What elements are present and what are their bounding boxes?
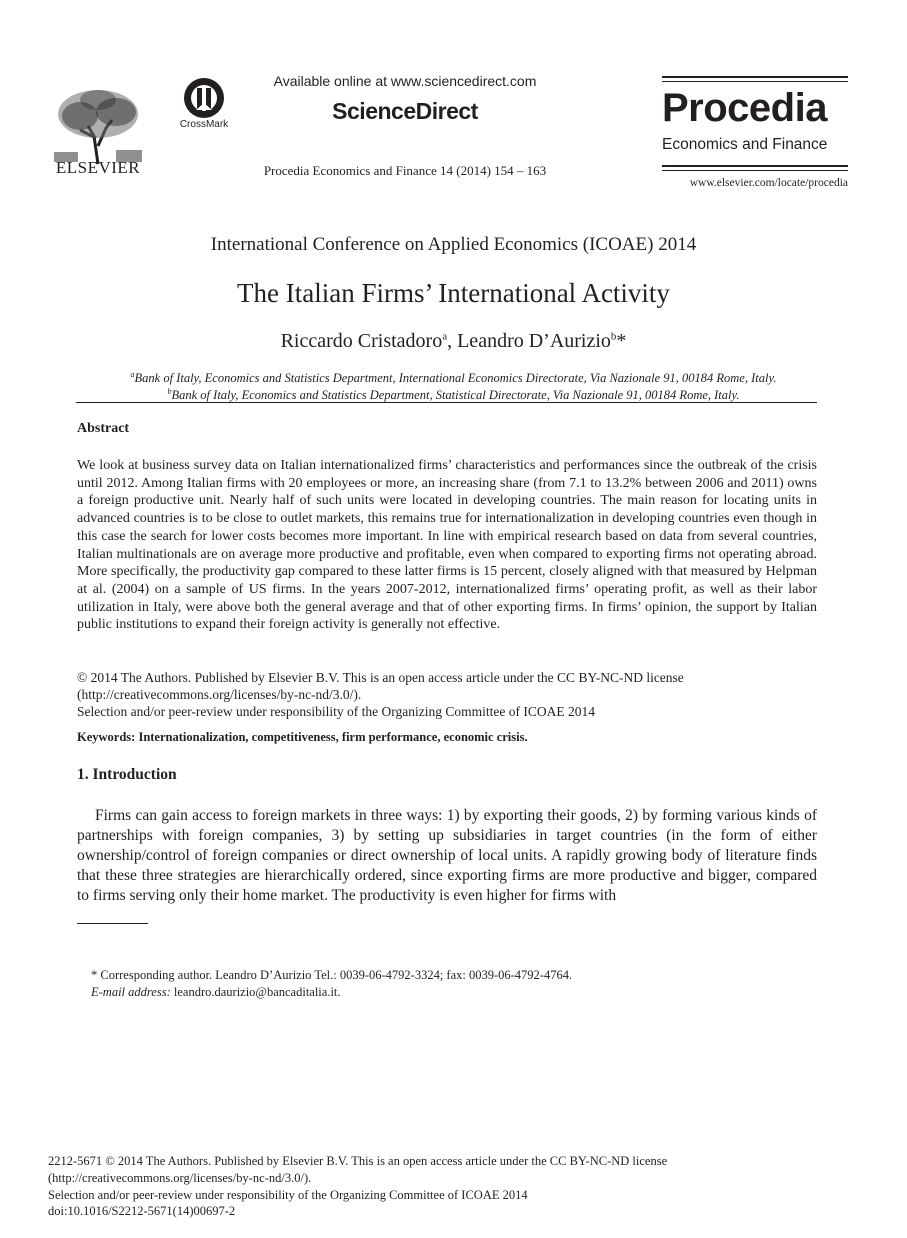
author-separator: ,	[447, 330, 458, 352]
email-label: E-mail address:	[91, 985, 171, 999]
peer-review-line: Selection and/or peer-review under responsibility of the Organizing Committee of ICOAE 2014	[77, 704, 595, 719]
license-link[interactable]: (http://creativecommons.org/licenses/by-nc-nd/3.0/).	[77, 687, 362, 702]
footnote-rule	[77, 923, 148, 924]
affiliation-marker: a	[130, 370, 135, 379]
procedia-rule-top	[662, 76, 848, 78]
corresponding-author-footnote: * Corresponding author. Leandro D’Aurizio Tel.: 0039-06-4792-3324; fax: 0039-06-4792-4764.	[91, 968, 573, 982]
affiliation-marker: b	[610, 330, 617, 343]
author-name: Leandro D’Aurizio	[457, 330, 611, 352]
procedia-rule-mid2	[662, 170, 848, 171]
section-heading-introduction: 1. Introduction	[77, 766, 177, 783]
procedia-brand: Procedia	[662, 86, 827, 130]
affiliation-a	[0, 370, 907, 386]
author-list	[0, 330, 907, 353]
available-online-link[interactable]: Available online at www.sciencedirect.com	[273, 73, 537, 89]
keywords: Keywords: Internationalization, competitiveness, firm performance, economic crisis.	[77, 730, 528, 744]
author-name: Riccardo Cristadoro	[280, 330, 443, 352]
divider	[76, 402, 817, 403]
footer-license-link[interactable]: (http://creativecommons.org/licenses/by-nc-nd/3.0/).	[48, 1170, 312, 1185]
abstract-body: We look at business survey data on Italian internationalized firms’ characteristics and performances since the outbreak of the crisis until 2012. Among Italian firms with 20 employees or more, an increasing share (from 7.1 to 13.2% between 2006 and 2011) owns a foreign productive unit. Nearly half of such units were located in developing countries. The main reason for locating units in advanced countries is to be close to outlet markets, this remains true for internationalization in developing countries even though in this case the search for lower costs becomes more important. In line with empirical research based on data from several countries, Italian multinationals are on average more productive and profitable, even when compared to exporting firms not operating abroad. More specifically, the productivity gap compared to these latter firms is 15 percent, closely aligned with that measured by Helpman at al. (2004) on a sample of US firms. In the years 2007-2012, internationalized firms’ operating profit, as well as their labor utilization in Italy, were above both the general average and that of other exporting firms. In firms’ opinion, the support by Italian public institutions to expand their foreign activity is generally not effective.	[77, 458, 817, 633]
corresponding-star: *	[616, 330, 627, 352]
procedia-rule-mid	[662, 165, 848, 167]
footer-line: 2212-5671 © 2014 The Authors. Published by Elsevier B.V. This is an open access article under the CC BY-NC-ND license	[48, 1154, 668, 1168]
email-footnote	[91, 985, 341, 1000]
affiliation-marker: a	[442, 330, 448, 343]
abstract-heading: Abstract	[77, 421, 130, 436]
footer-line: Selection and/or peer-review under responsibility of the Organizing Committee of ICOAE 2014	[48, 1187, 528, 1202]
affiliation-text: Bank of Italy, Economics and Statistics Department, Statistical Directorate, Via Nazionale 91, 00184 Rome, Italy.	[171, 388, 740, 403]
affiliation-marker: b	[167, 387, 172, 396]
crossmark-label: CrossMark	[179, 119, 229, 130]
conference-name: International Conference on Applied Economics (ICOAE) 2014	[210, 234, 697, 255]
page-footer	[48, 1153, 808, 1220]
sciencedirect-brand[interactable]: ScienceDirect	[332, 98, 478, 124]
affiliation-text: Bank of Italy, Economics and Statistics Department, International Economics Directorate, Via Nazionale 91, 00184 Rome, Italy.	[134, 371, 777, 386]
journal-citation: Procedia Economics and Finance 14 (2014) 154 – 163	[263, 163, 547, 178]
copyright-block	[77, 669, 817, 720]
doi[interactable]: doi:10.1016/S2212-5671(14)00697-2	[48, 1204, 236, 1219]
introduction-body: Firms can gain access to foreign markets in three ways: 1) by exporting their goods, 2) by forming various kinds of partnerships with foreign companies, 3) by setting up subsidiaries in target countries (in the form of either ownership/control of foreign companies or direct ownership of local units. A rapidly growing body of literature finds that these three strategies are hierarchically ordered, since exporting firms are more productive and bigger, compared to firms serving only their home market. The productivity is even higher for firms with	[77, 807, 817, 904]
paper-title: The Italian Firms’ International Activity	[237, 278, 670, 308]
journal-url-link[interactable]: www.elsevier.com/locate/procedia	[689, 177, 848, 189]
email-address[interactable]: leandro.daurizio@bancaditalia.it.	[170, 985, 341, 999]
procedia-subtitle: Economics and Finance	[662, 136, 828, 153]
elsevier-wordmark: ELSEVIER	[55, 158, 141, 177]
copyright-line: © 2014 The Authors. Published by Elsevier B.V. This is an open access article under the CC BY-NC-ND license	[77, 670, 684, 685]
procedia-rule-top2	[662, 81, 848, 82]
affiliation-b	[0, 387, 907, 403]
